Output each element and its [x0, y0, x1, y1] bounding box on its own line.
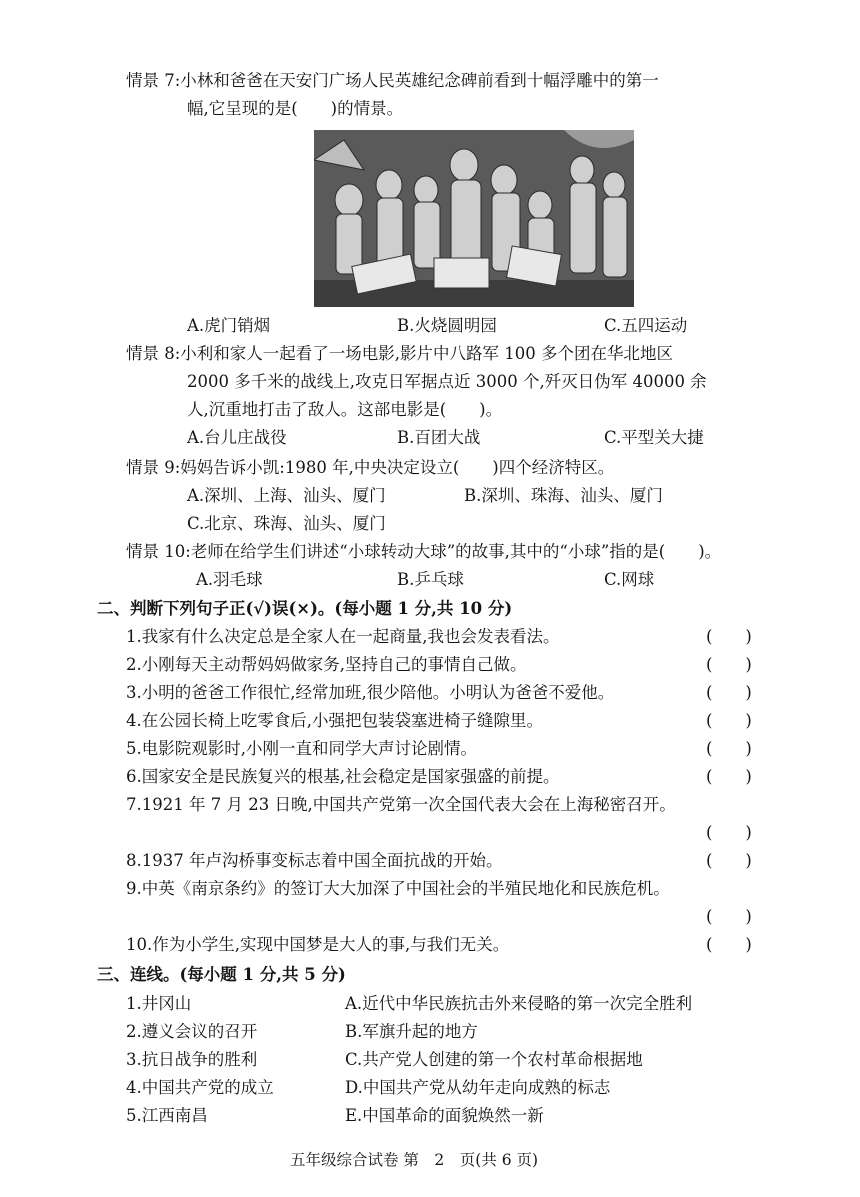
match-left-3[interactable]: 3.抗日战争的胜利 — [126, 1050, 258, 1069]
scene8-line3: 人,沉重地打击了敌人。这部电影是( )。 — [187, 400, 503, 419]
scene8-option-b: B.百团大战 — [397, 428, 481, 447]
match-right-d[interactable]: D.中国共产党从幼年走向成熟的标志 — [345, 1078, 611, 1097]
scene8-option-a: A.台儿庄战役 — [187, 428, 287, 447]
judge-answer-9[interactable]: ( ) — [706, 907, 752, 926]
relief-sculpture-image — [314, 130, 634, 307]
match-right-a[interactable]: A.近代中华民族抗击外来侵略的第一次完全胜利 — [345, 994, 693, 1013]
judge-item-5: 5.电影院观影时,小刚一直和同学大声讨论剧情。 — [126, 739, 477, 758]
scene7-line2: 幅,它呈现的是( )的情景。 — [187, 99, 404, 118]
judge-answer-6[interactable]: ( ) — [706, 767, 752, 786]
scene10-option-b: B.乒乓球 — [397, 570, 464, 589]
scene9-line1: 情景 9:妈妈告诉小凯:1980 年,中央决定设立( )四个经济特区。 — [126, 458, 615, 477]
judge-answer-8[interactable]: ( ) — [706, 851, 752, 870]
judge-answer-5[interactable]: ( ) — [706, 739, 752, 758]
scene9-option-c: C.北京、珠海、汕头、厦门 — [187, 514, 386, 533]
judge-answer-2[interactable]: ( ) — [706, 655, 752, 674]
scene9-option-b: B.深圳、珠海、汕头、厦门 — [464, 486, 663, 505]
scene8-option-c: C.平型关大捷 — [604, 428, 704, 447]
part3-title: 三、连线。(每小题 1 分,共 5 分) — [97, 965, 346, 984]
judge-item-4: 4.在公园长椅上吃零食后,小强把包装袋塞进椅子缝隙里。 — [126, 711, 543, 730]
judge-item-7: 7.1921 年 7 月 23 日晚,中国共产党第一次全国代表大会在上海秘密召开。 — [126, 795, 676, 814]
judge-item-9: 9.中英《南京条约》的签订大大加深了中国社会的半殖民地化和民族危机。 — [126, 879, 670, 898]
match-left-1[interactable]: 1.井冈山 — [126, 994, 192, 1013]
scene9-option-a: A.深圳、上海、汕头、厦门 — [187, 486, 386, 505]
judge-answer-3[interactable]: ( ) — [706, 683, 752, 702]
match-right-e[interactable]: E.中国革命的面貌焕然一新 — [345, 1106, 544, 1125]
judge-answer-10[interactable]: ( ) — [706, 935, 752, 954]
judge-item-1: 1.我家有什么决定总是全家人在一起商量,我也会发表看法。 — [126, 627, 560, 646]
judge-answer-4[interactable]: ( ) — [706, 711, 752, 730]
judge-answer-1[interactable]: ( ) — [706, 627, 752, 646]
scene10-line1: 情景 10:老师在给学生们讲述“小球转动大球”的故事,其中的“小球”指的是( )。 — [126, 542, 722, 561]
scene8-line1: 情景 8:小利和家人一起看了一场电影,影片中八路军 100 多个团在华北地区 — [126, 344, 674, 363]
judge-answer-7[interactable]: ( ) — [706, 823, 752, 842]
match-left-5[interactable]: 5.江西南昌 — [126, 1106, 208, 1125]
match-left-4[interactable]: 4.中国共产党的成立 — [126, 1078, 274, 1097]
match-left-2[interactable]: 2.遵义会议的召开 — [126, 1022, 258, 1041]
scene10-option-a: A.羽毛球 — [196, 570, 263, 589]
relief-sculpture-drawing — [314, 130, 634, 307]
scene7-option-b: B.火烧圆明园 — [397, 316, 497, 335]
judge-item-3: 3.小明的爸爸工作很忙,经常加班,很少陪他。小明认为爸爸不爱他。 — [126, 683, 615, 702]
scene10-option-c: C.网球 — [604, 570, 655, 589]
match-right-c[interactable]: C.共产党人创建的第一个农村革命根据地 — [345, 1050, 643, 1069]
judge-item-2: 2.小刚每天主动帮妈妈做家务,坚持自己的事情自己做。 — [126, 655, 527, 674]
scene7-line1: 情景 7:小林和爸爸在天安门广场人民英雄纪念碑前看到十幅浮雕中的第一 — [126, 71, 659, 90]
part2-title: 二、判断下列句子正(√)误(×)。(每小题 1 分,共 10 分) — [97, 599, 513, 618]
judge-item-8: 8.1937 年卢沟桥事变标志着中国全面抗战的开始。 — [126, 851, 503, 870]
judge-item-10: 10.作为小学生,实现中国梦是大人的事,与我们无关。 — [126, 935, 510, 954]
scene8-line2: 2000 多千米的战线上,攻克日军据点近 3000 个,歼灭日伪军 40000 余 — [187, 372, 707, 391]
scene7-option-c: C.五四运动 — [604, 316, 688, 335]
scene7-option-a: A.虎门销烟 — [187, 316, 271, 335]
page-footer: 五年级综合试卷 第 2 页(共 6 页) — [290, 1151, 539, 1169]
match-right-b[interactable]: B.军旗升起的地方 — [345, 1022, 478, 1041]
judge-item-6: 6.国家安全是民族复兴的根基,社会稳定是国家强盛的前提。 — [126, 767, 560, 786]
